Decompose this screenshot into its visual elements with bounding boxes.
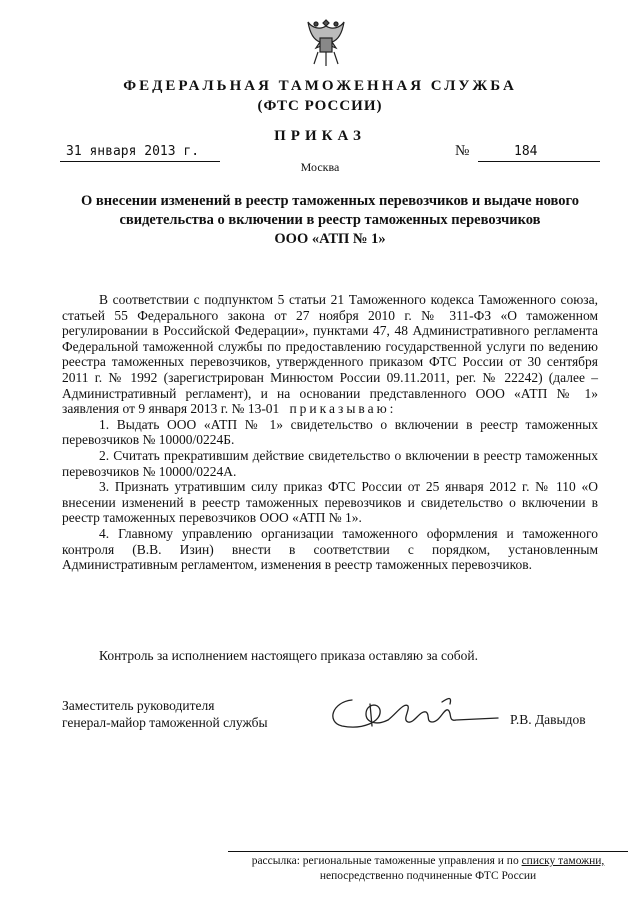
distribution-line [232,854,624,869]
order-item: 3. Признать утратившим силу приказ ФТС России от 25 января 2012 г. № 110 «О внесении изменений в реестр таможенных перевозчиков и свидетельство о включении в реестр таможенных перевозчиков ООО «АТП № 1». [62,479,598,526]
preamble-text: В соответствии с подпунктом 5 статьи 21 Таможенного кодекса Таможенного союза, статьей 55 Федерального закона от 27 ноября 2010 г. № 311-ФЗ «О таможенном регулировании в Российской Федерации», пунктами 47, 48 Административного регламента Федеральной таможенной службы по предоставлению государственной услуги по ведению реестра таможенных перевозчиков, утвержденного приказом ФТС России от 30 сентября 2011 г. № 1992 (зарегистрирован Минюстом России 09.11.2011, рег. № 22242) (далее – Административный регламент), и на основании представленного ООО «АТП № 1» заявления от 9 января 2013 г. № 13-01 [62,292,598,417]
distribution-divider [228,851,628,852]
number-label: № [455,143,470,159]
document-title [60,192,600,249]
control-statement: Контроль за исполнением настоящего приказа оставляю за собой. [99,648,478,663]
title-line: ООО «АТП № 1» [274,231,386,247]
position-line: генерал-майор таможенной службы [62,715,268,730]
title-line: свидетельства о включении в реестр таможенных перевозчиков [119,212,541,228]
preamble-paragraph [62,292,598,417]
position-line: Заместитель руководителя [62,698,215,713]
order-item: 1. Выдать ООО «АТП № 1» свидетельство о включении в реестр таможенных перевозчиков № 10000/0224Б. [62,416,598,448]
customs-list-link: списку таможни, [521,855,605,867]
distribution-line: непосредственно подчиненные ФТС России [319,870,537,882]
double-headed-eagle-emblem-icon [304,14,348,68]
distribution-list [232,854,624,884]
order-word: приказываю: [289,401,397,417]
title-line: О внесении изменений в реестр таможенных перевозчиков и выдаче нового [81,193,579,209]
handwritten-signature [322,692,502,736]
document-body [62,292,598,573]
document-date: 31 января 2013 г. [60,144,220,162]
document-city: Москва [300,160,340,174]
signer-position [62,697,268,731]
document-type: ПРИКАЗ [274,128,366,144]
organization-name: ФЕДЕРАЛЬНАЯ ТАМОЖЕННАЯ СЛУЖБА [123,78,517,94]
order-item: 4. Главному управлению организации таможенного оформления и таможенного контроля (В.В. Изин) внести в соответствии с порядком, установленным Административным регламентом, изменения в реестр таможенных перевозчиков. [62,525,598,573]
distribution-prefix: рассылка: региональные таможенные управления и по [251,855,522,867]
order-item: 2. Считать прекратившим действие свидетельство о включении в реестр таможенных перевозчиков № 10000/0224А. [62,447,598,479]
signer-name: Р.В. Давыдов [510,712,586,727]
document-number: 184 [478,144,600,162]
organization-short-name: (ФТС РОССИИ) [257,98,383,114]
